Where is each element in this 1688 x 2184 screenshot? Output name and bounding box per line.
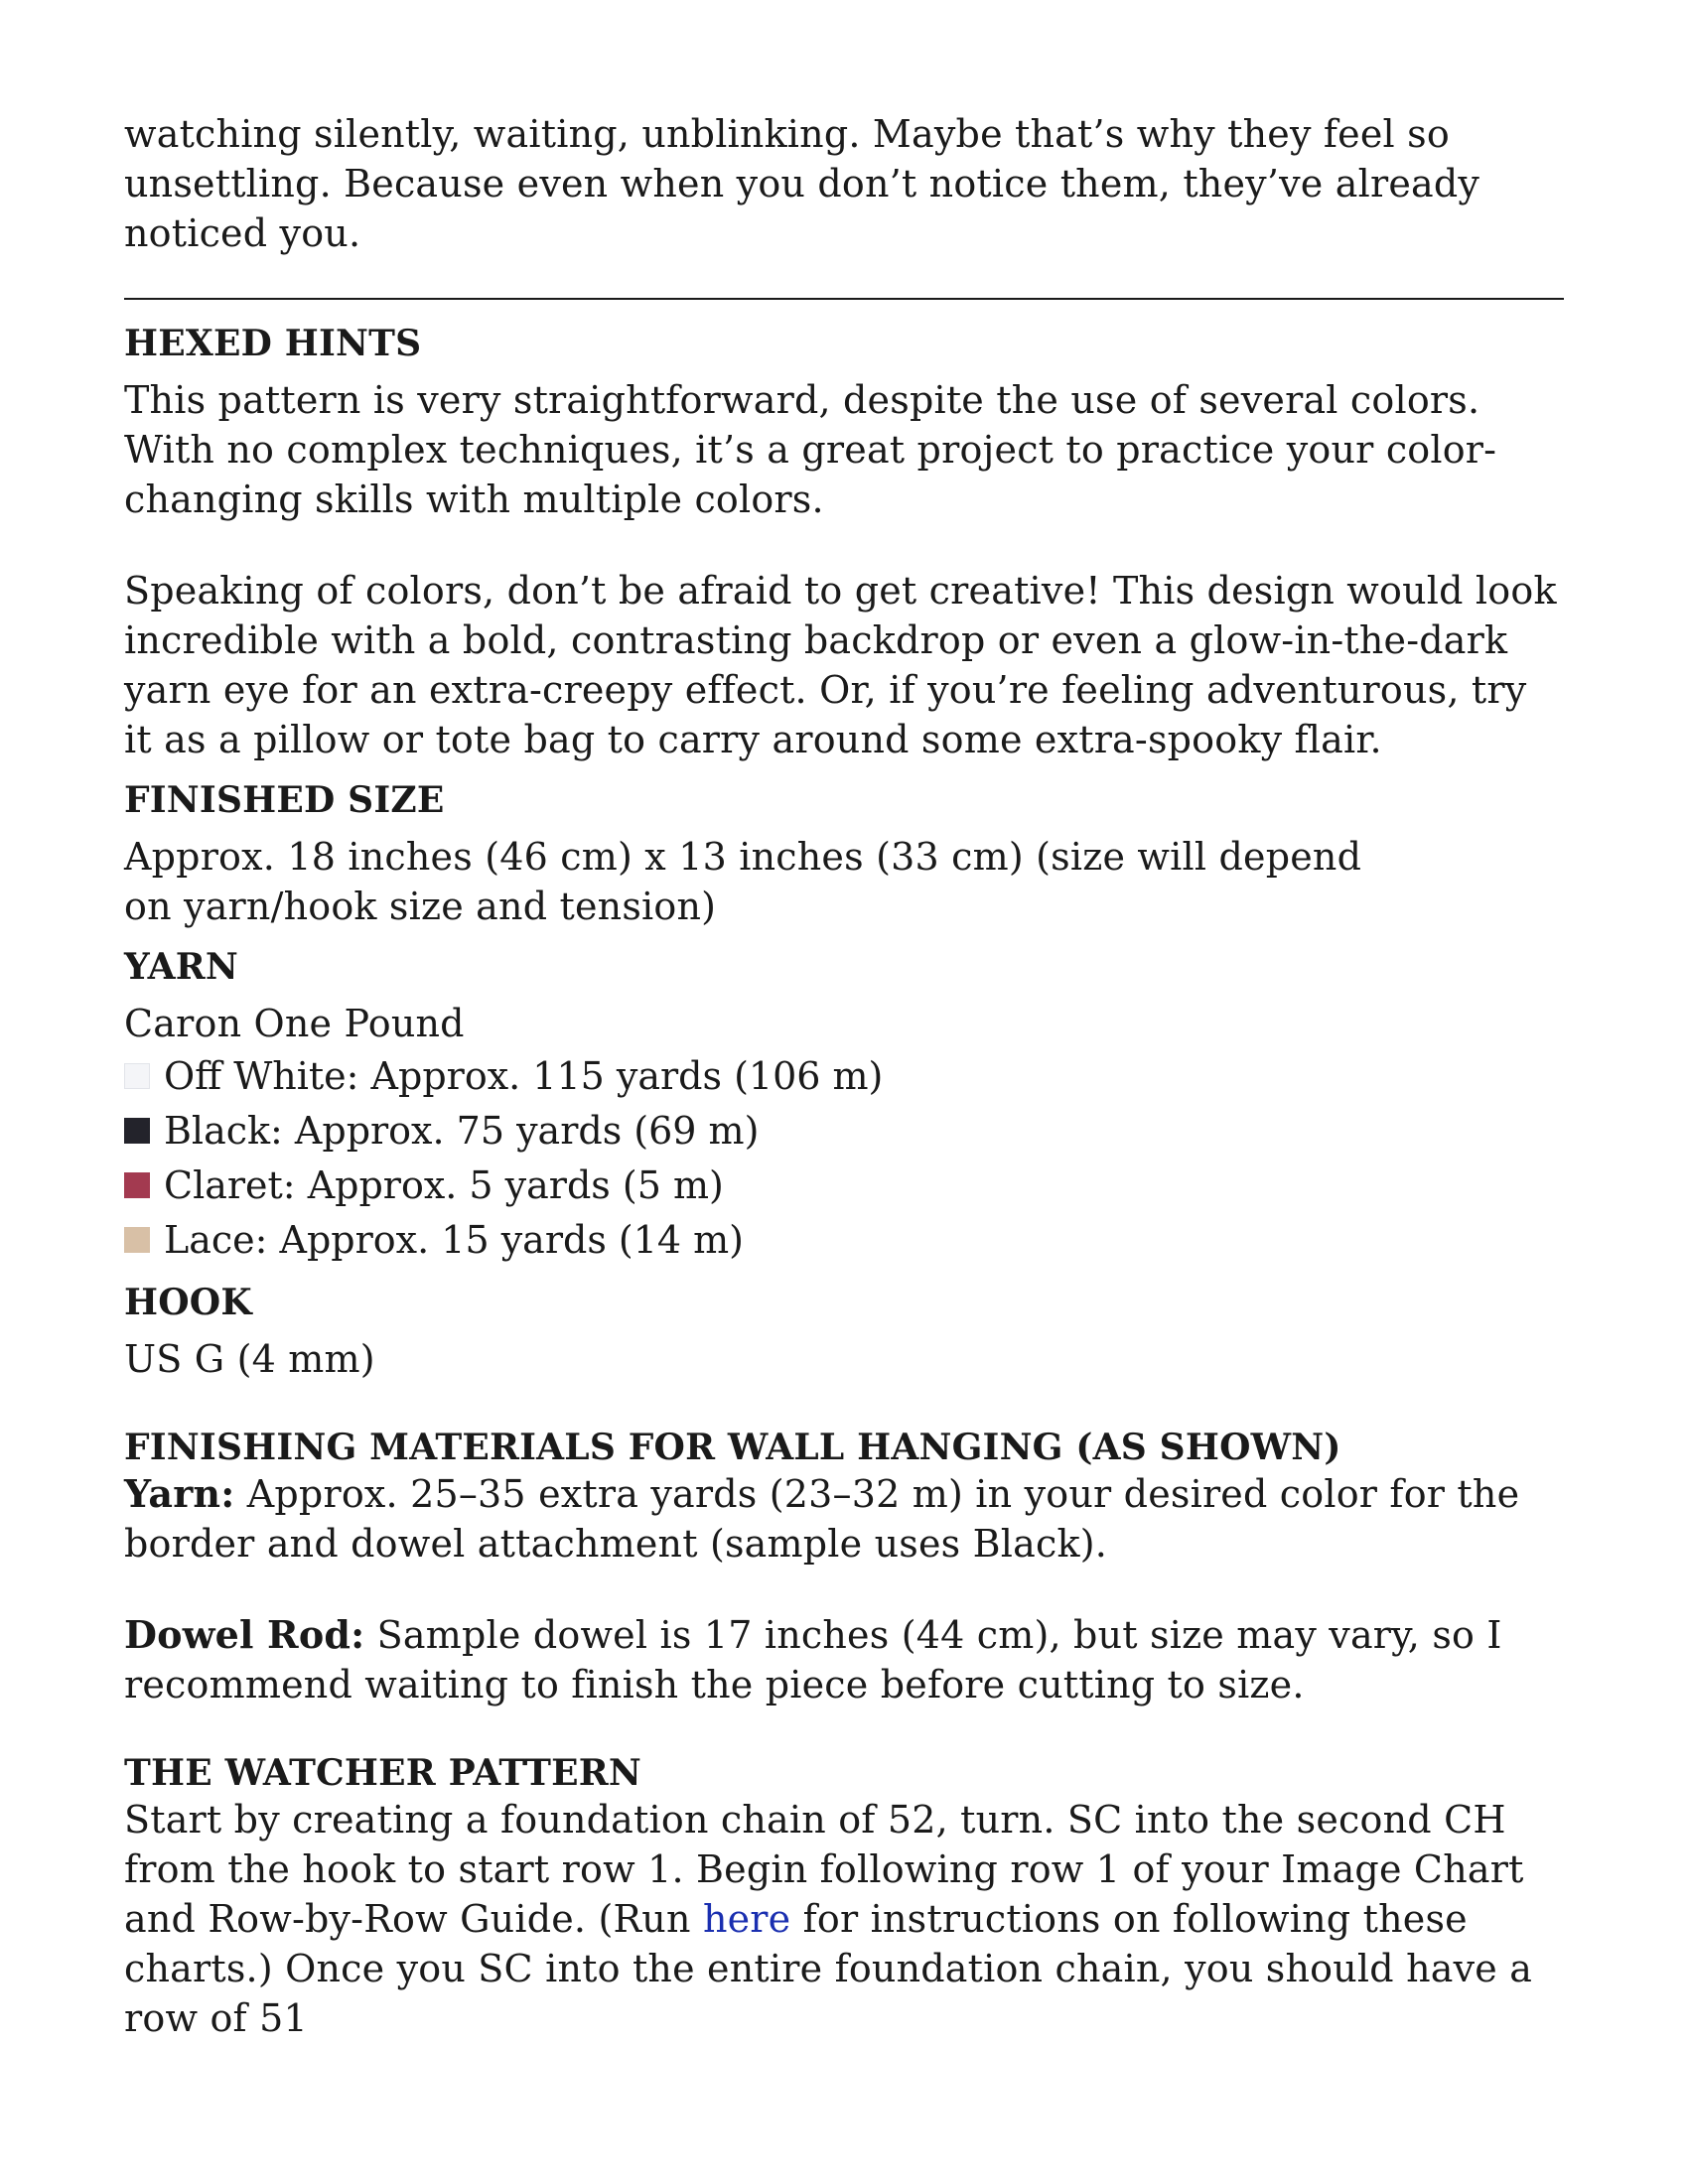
- intro-paragraph: watching silently, waiting, unblinking. Maybe that’s why they feel so unsettling. Because even when you don’t notice them, they’ve already noticed you.: [124, 112, 1480, 255]
- document-page: [124, 109, 1564, 2043]
- yarn-item-label: Claret: Approx. 5 yards (5 m): [164, 1162, 724, 1207]
- yarn-item-claret: [124, 1158, 1564, 1212]
- finished-size-heading: FINISHED SIZE: [124, 779, 445, 821]
- swatch-off-white-icon: [124, 1063, 150, 1089]
- finishing-dowel-paragraph: [124, 1610, 1564, 1709]
- yarn-item-label: Black: Approx. 75 yards (69 m): [164, 1108, 760, 1153]
- finished-size-text: Approx. 18 inches (46 cm) x 13 inches (33 cm) (size will depend on yarn/hook size and tension): [124, 835, 1362, 928]
- swatch-black-icon: [124, 1118, 150, 1144]
- yarn-item-black: [124, 1103, 1564, 1158]
- yarn-item-off-white: [124, 1048, 1564, 1103]
- swatch-claret-icon: [124, 1172, 150, 1198]
- hexed-hints-heading: HEXED HINTS: [124, 323, 422, 364]
- hexed-hints-paragraph-1: This pattern is very straightforward, despite the use of several colors. With no complex techniques, it’s a great project to practice your color-changing skills with multiple colors.: [124, 378, 1497, 521]
- finishing-materials-heading: FINISHING MATERIALS FOR WALL HANGING (AS SHOWN): [124, 1427, 1341, 1468]
- section-divider: [124, 298, 1564, 300]
- pattern-text-after-link: for instructions on following these charts.) Once you SC into the entire foundation chain, you should have a row of 51: [124, 1897, 1533, 2040]
- hook-text: US G (4 mm): [124, 1337, 375, 1381]
- instructions-here-link[interactable]: here: [702, 1897, 791, 1941]
- finishing-yarn-text: Approx. 25–35 extra yards (23–32 m) in your desired color for the border and dowel attachment (sample uses Black).: [124, 1472, 1520, 1566]
- finishing-yarn-label: Yarn:: [124, 1471, 235, 1516]
- yarn-item-label: Lace: Approx. 15 yards (14 m): [164, 1217, 745, 1262]
- finishing-yarn-paragraph: [124, 1469, 1564, 1569]
- watcher-pattern-heading: THE WATCHER PATTERN: [124, 1752, 641, 1794]
- hexed-hints-paragraph-2: Speaking of colors, don’t be afraid to get creative! This design would look incredible with a bold, contrasting backdrop or even a glow-in-the-dark yarn eye for an extra-creepy effect. Or, if you’re feeling adventurous, try it as a pillow or tote bag to carry around some extra-spooky flair.: [124, 569, 1557, 761]
- pattern-text-before-link: Start by creating a foundation chain of 52, turn. SC into the second CH from the hook to start row 1. Begin following row 1 of your Image Chart and Row-by-Row Guide. (Run: [124, 1798, 1524, 1941]
- yarn-list: [124, 1048, 1564, 1267]
- yarn-item-lace: [124, 1212, 1564, 1267]
- hook-heading: HOOK: [124, 1282, 252, 1323]
- finishing-dowel-label: Dowel Rod:: [124, 1612, 365, 1657]
- watcher-pattern-paragraph: [124, 1795, 1564, 2043]
- swatch-lace-icon: [124, 1227, 150, 1253]
- yarn-heading: YARN: [124, 946, 238, 988]
- yarn-brand: Caron One Pound: [124, 1002, 465, 1045]
- yarn-item-label: Off White: Approx. 115 yards (106 m): [164, 1053, 884, 1098]
- finishing-dowel-text: Sample dowel is 17 inches (44 cm), but size may vary, so I recommend waiting to finish the piece before cutting to size.: [124, 1613, 1502, 1706]
